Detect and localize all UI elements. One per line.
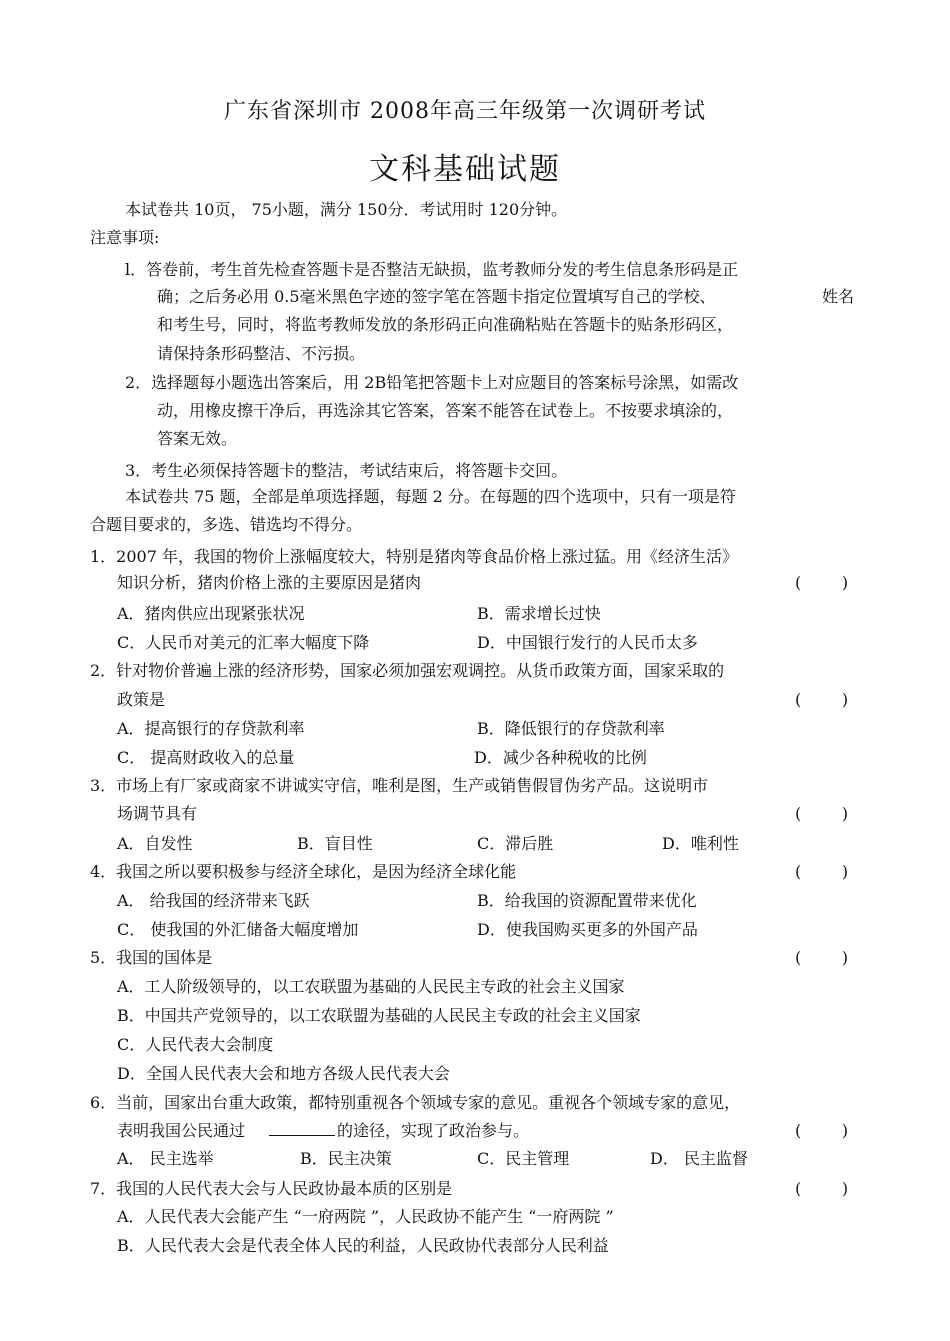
question-2-stem-2: 政策是 — [117, 690, 166, 709]
note-3: 3．考生必须保持答题卡的整洁，考试结束后，将答题卡交回。 — [125, 461, 568, 480]
option-1c: C．人民币对美元的汇率大幅度下降 — [117, 633, 370, 652]
question-6-stem-2b: 的途径，实现了政治参与。 — [337, 1121, 530, 1140]
option-6d: D． 民主监督 — [650, 1149, 748, 1168]
option-3d: D．唯利性 — [662, 834, 739, 853]
option-5b: B．中国共产党领导的，以工农联盟为基础的人民民主专政的社会主义国家 — [117, 1006, 641, 1025]
option-7a: A．人民代表大会能产生 “一府两院 ”，人民政协不能产生 “一府两院 ” — [117, 1207, 614, 1226]
option-6a: A． 民主选举 — [117, 1149, 214, 1168]
option-3c: C．滞后胜 — [477, 834, 554, 853]
rules-line-2: 合题目要求的，多选、错选均不得分。 — [90, 515, 363, 534]
question-4-stem: 4．我国之所以要积极参与经济全球化，是因为经济全球化能 — [90, 862, 517, 881]
note-1-line-1: l．答卷前，考生首先检查答题卡是否整洁无缺损，监考教师分发的考生信息条形码是正 — [125, 260, 739, 279]
option-4a: A． 给我国的经济带来飞跃 — [117, 891, 310, 910]
answer-blank — [269, 1121, 335, 1136]
exam-subtitle: 文科基础试题 — [369, 152, 561, 187]
question-6-stem-2a: 表明我国公民通过 — [117, 1121, 246, 1140]
exam-title: 广东省深圳市 2008年高三年级第一次调研考试 — [224, 99, 706, 124]
option-4c: C． 使我国的外汇储备大幅度增加 — [117, 920, 359, 939]
option-5c: C．人民代表大会制度 — [117, 1035, 274, 1054]
note-1-line-3: 和考生号，同时，将监考教师发放的条形码正向准确粘贴在答题卡的贴条形码区， — [157, 315, 734, 334]
option-5d: D．全国人民代表大会和地方各级人民代表大会 — [117, 1064, 450, 1083]
answer-paren-7: ( ) — [795, 1179, 849, 1198]
option-1a: A．猪肉供应出现紧张状况 — [117, 604, 305, 623]
option-2b: B．降低银行的存贷款利率 — [477, 719, 665, 738]
note-2-line-3: 答案无效。 — [157, 429, 238, 448]
answer-paren-4: ( ) — [795, 862, 849, 881]
option-2c: C． 提高财政收入的总量 — [117, 748, 295, 767]
answer-paren-6: ( ) — [795, 1121, 849, 1140]
question-5-stem: 5．我国的国体是 — [90, 948, 213, 967]
question-1-stem-2: 知识分析，猪肉价格上涨的主要原因是猪肉 — [117, 573, 422, 592]
answer-paren-3: ( ) — [795, 804, 849, 823]
option-5a: A．工人阶级领导的，以工农联盟为基础的人民民主专政的社会主义国家 — [117, 977, 625, 996]
note-2-line-1: 2．选择题每小题选出答案后，用 2B铅笔把答题卡上对应题目的答案标号涂黑，如需改 — [125, 373, 739, 392]
question-2-stem: 2．针对物价普遍上涨的经济形势，国家必须加强宏观调控。从货币政策方面，国家采取的 — [90, 661, 725, 680]
exam-intro: 本试卷共 10页， 75小题，满分 150分．考试用时 120分钟。 — [125, 200, 568, 219]
answer-paren-1: ( ) — [795, 573, 849, 592]
question-1-stem: 1．2007 年，我国的物价上涨幅度较大，特别是猪肉等食品价格上涨过猛。用《经济生活》 — [90, 547, 738, 566]
option-6c: C．民主管理 — [477, 1149, 570, 1168]
option-2d: D．减少各种税收的比例 — [474, 748, 647, 767]
option-2a: A．提高银行的存贷款利率 — [117, 719, 305, 738]
rules-line-1: 本试卷共 75 题，全部是单项选择题，每题 2 分。在每题的四个选项中，只有一项是符 — [125, 487, 736, 506]
answer-paren-5: ( ) — [795, 948, 849, 967]
question-6-stem-2 — [117, 1121, 529, 1141]
note-1-line-2-end: 姓名 — [822, 287, 855, 306]
note-2-line-2: 动，用橡皮擦干净后，再选涂其它答案，答案不能答在试卷上。不按要求填涂的， — [157, 401, 734, 420]
option-4b: B．给我国的资源配置带来优化 — [477, 891, 697, 910]
question-7-stem: 7．我国的人民代表大会与人民政协最本质的区别是 — [90, 1179, 453, 1198]
option-4d: D．使我国购买更多的外国产品 — [477, 920, 698, 939]
option-3a: A．自发性 — [117, 834, 193, 853]
option-1d: D．中国银行发行的人民币太多 — [477, 633, 698, 652]
question-3-stem: 3．市场上有厂家或商家不讲诚实守信，唯利是图，生产或销售假冒伪劣产品。这说明市 — [90, 776, 709, 795]
notice-label: 注意事项: — [90, 228, 160, 247]
question-3-stem-2: 场调节具有 — [117, 804, 198, 823]
option-7b: B．人民代表大会是代表全体人民的利益，人民政协代表部分人民利益 — [117, 1236, 609, 1255]
option-1b: B．需求增长过快 — [477, 604, 601, 623]
question-6-stem: 6．当前，国家出台重大政策，都特别重视各个领域专家的意见。重视各个领域专家的意见， — [90, 1093, 741, 1112]
option-3b: B．盲目性 — [297, 834, 373, 853]
note-1-line-2: 确；之后务必用 0.5毫米黑色字迹的签字笔在答题卡指定位置填写自己的学校、 — [157, 287, 716, 306]
option-6b: B．民主决策 — [300, 1149, 392, 1168]
answer-paren-2: ( ) — [795, 690, 849, 709]
note-1-line-4: 请保持条形码整洁、不污损。 — [157, 344, 366, 363]
